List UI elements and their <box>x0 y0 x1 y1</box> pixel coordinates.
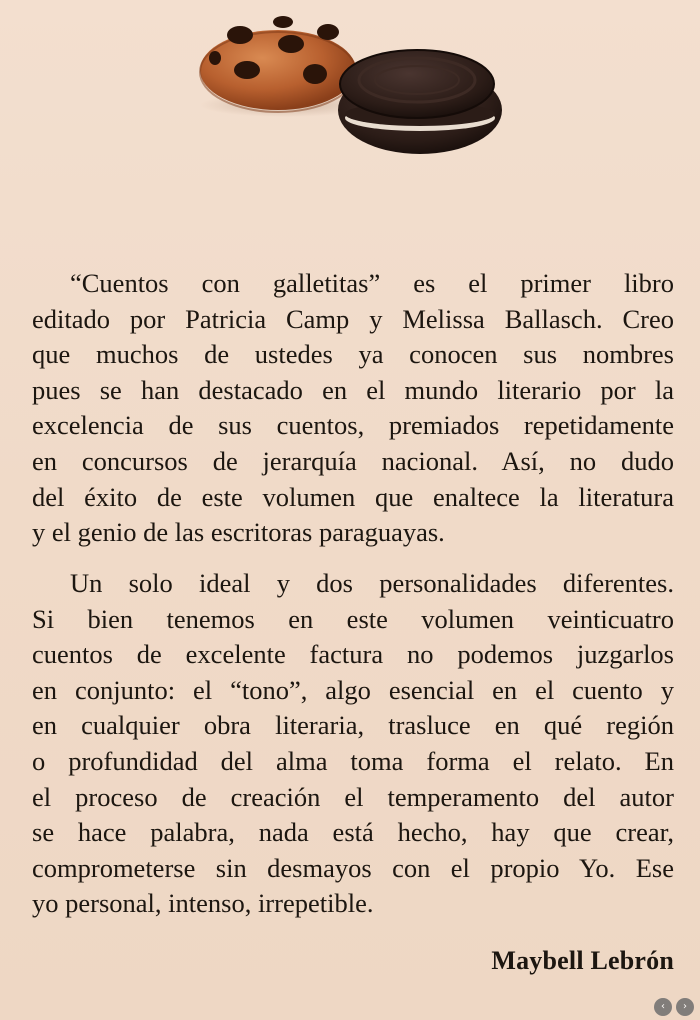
page-navigation <box>654 998 694 1016</box>
text-line: excelencia de sus cuentos, premiados repetidamente <box>32 410 674 441</box>
paragraph-intro <box>32 266 674 551</box>
text-line: en cualquier obra literaria, trasluce en qué región <box>32 710 674 741</box>
text-line: pues se han destacado en el mundo literario por la <box>32 374 674 405</box>
next-page-icon[interactable]: › <box>676 998 694 1016</box>
author-signature: Maybell Lebrón <box>491 946 674 975</box>
text-line: en conjunto: el “tono”, algo esencial en el cuento y <box>32 674 674 705</box>
text-line: se hace palabra, nada está hecho, hay que crear, <box>32 817 674 848</box>
text-line: editado por Patricia Camp y Melissa Ballasch. Creo <box>32 303 674 334</box>
text-line: Si bien tenemos en este volumen veinticuatro <box>32 603 674 634</box>
text-line: Un solo ideal y dos personalidades diferentes. <box>70 568 674 598</box>
text-line: o profundidad del alma toma forma el relato. En <box>32 745 674 776</box>
text-line: comprometerse sin desmayos con el propio Yo. Ese <box>32 852 674 883</box>
text-line: cuentos de excelente factura no podemos juzgarlos <box>32 639 674 670</box>
text-line: “Cuentos con galletitas” es el primer libro <box>70 268 674 298</box>
prev-page-icon[interactable]: ‹ <box>654 998 672 1016</box>
text-line: en concursos de jerarquía nacional. Así, no dudo <box>32 445 674 476</box>
cookies-svg <box>195 10 515 160</box>
text-line: y el genio de las escritoras paraguayas. <box>32 517 445 548</box>
text-line: del éxito de este volumen que enaltece la literatura <box>32 481 674 512</box>
chocolate-chip-cookie-icon <box>200 16 356 112</box>
text-line: que muchos de ustedes ya conocen sus nombres <box>32 339 674 370</box>
paragraph-review <box>32 566 674 922</box>
sandwich-cookie-icon <box>338 50 502 154</box>
cookies-illustration <box>195 10 515 160</box>
text-line: el proceso de creación el temperamento del autor <box>32 781 674 812</box>
text-line: yo personal, intenso, irrepetible. <box>32 888 374 919</box>
